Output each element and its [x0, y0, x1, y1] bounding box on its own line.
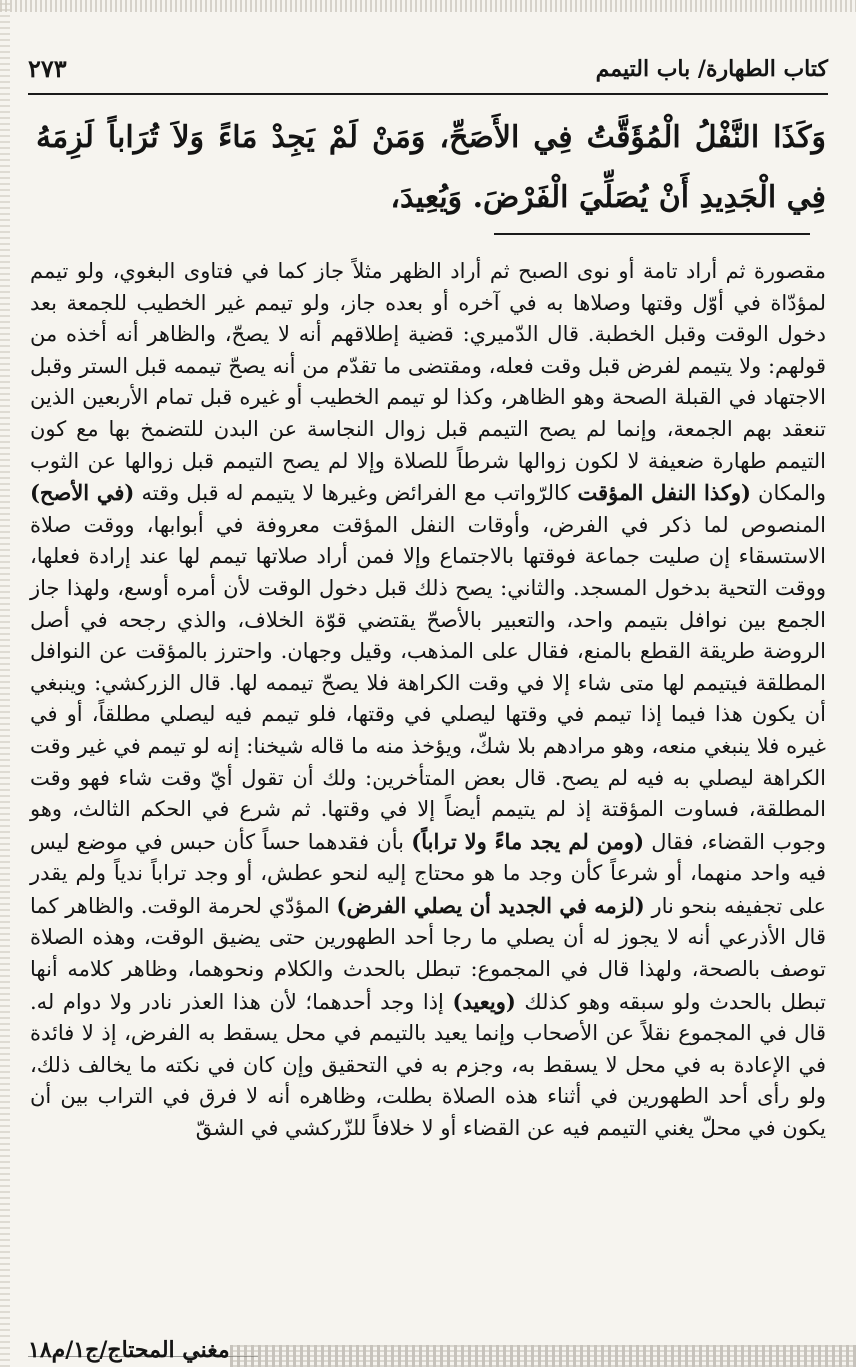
- page-number: ٢٧٣: [28, 54, 67, 83]
- commentary-segment: مقصورة ثم أراد تامة أو نوى الصبح ثم أراد الظهر مثلاً جاز كما في فتاوى البغوي، ولو تيمم لمؤدّاة في أوّل وقتها وصلاها به في آخره أو بعده جاز، ولو تيمم غير الخطيب للجمعة بعد دخول الوقت وقبل الخطبة. قال الدّميري: قضية إطلاقهم أنه لا يصحّ، والظاهر أنه أخذه من قولهم: ولا يتيمم لفرض قبل وقت فعله، ومقتضى ما تقدّم من أنه يصحّ تيممه قبل الستر وقبل الاجتهاد في القبلة الصحة وهو الظاهر، وكذا لو تيمم الخطيب أو غيره قبل تمام الأربعين الذين تنعقد بهم الجمعة، وإنما لم يصح التيمم قبل زوال النجاسة عن البدن للتضمخ بها مع كون التيمم طهارة ضعيفة لا لكون زوالها شرطاً للصلاة وإلا لم يصح التيمم قبل زوالها عن الثوب والمكان: [30, 259, 826, 506]
- quoted-matn: (ويعيد): [452, 988, 516, 1014]
- running-header: [28, 50, 828, 90]
- header-rule: [28, 93, 828, 95]
- matn-text: وَكَذَا النَّفْلُ الْمُؤَقَّتُ فِي الأَصَحِّ، وَمَنْ لَمْ يَجِدْ مَاءً وَلاَ تُرَاباً لَزِمَهُ فِي الْجَدِيدِ أَنْ يُصَلِّيَ الْفَرْضَ. وَيُعِيدَ،: [36, 120, 826, 215]
- commentary-segment: كالرّواتب مع الفرائض وغيرها لا يتيمم له قبل وقته: [141, 481, 571, 506]
- quoted-matn: (لزمه في الجديد أن يصلي الفرض): [336, 892, 645, 918]
- quoted-matn: (في الأصح): [30, 480, 135, 506]
- scan-left-border: [0, 0, 10, 1367]
- commentary-segment: بأن فقدهما حساً كأن حبس في موضع ليس فيه واحد منهما، أو شرعاً كأن وجد ما هو محتاج إليه لنحو عطش، أو وجد تراباً ندياً ولم يقدر على تجفيفه بنحو نار: [30, 829, 827, 918]
- commentary-segment: المنصوص لما ذكر في الفرض، وأوقات النفل المؤقت معروفة في أبوابها، ووقت صلاة الاستسقاء إن صليت جماعة فوقتها بالاجتماع وإلا فمن أراد صلاتها تيمم لها عند إرادة فعلها، ووقت التحية بدخول المسجد. والثاني: يصح ذلك قبل دخول الوقت لأن أمره أوسع، ولهذا جاز الجمع بين نوافل بتيمم واحد، والتعبير بالأصحّ يقتضي قوّة الخلاف، والذي رجحه في أصل الروضة طريقة القطع بالمنع، فقال على المذهب، وقيل وجهان. واحترز بالمؤقت عن النوافل المطلقة فيتيمم لها متى شاء إلا في وقت الكراهة فلا يصحّ تيممه لها. قال الزركشي: وينبغي أن يكون هذا فيما إذا تيمم في وقتها ليصلي في وقتها، فلو تيمم فيه ليصلي مطلقاً، أو في غيره فلا ينبغي منعه، وهو مرادهم بلا شكّ، ويؤخذ منه ما قاله شيخنا: إنه لو تيمم في غير وقت الكراهة ليصلي به فيه لم يصح. قال بعض المتأخرين: ولك أن تقول أيّ وقت شاء فهو وقت المطلقة، فساوت المؤقتة إذ لم يتيمم أيضاً إلا في وقتها. ثم شرع في الحكم الثالث، وهو وجوب القضاء، فقال: [30, 512, 827, 854]
- quoted-matn: (ومن لم يجد ماءً ولا تراباً): [411, 828, 645, 854]
- scan-bottom-border: [230, 1345, 856, 1367]
- signature-footer: مغني المحتاج/ج١/م١٨: [28, 1337, 230, 1363]
- quoted-matn: (وكذا النفل المؤقت: [577, 480, 751, 506]
- commentary-text: [30, 256, 826, 1145]
- chapter-title: كتاب الطهارة/ باب التيمم: [595, 56, 828, 82]
- commentary-segment: المؤدّي لحرمة الوقت. والظاهر كما قال الأذرعي أنه لا يجوز له أن يصلي ما رجا أحد الطهورين حتى يضيق الوقت، وهذه الصلاة توصف بالصحة، ولهذا قال في المجموع: تبطل بالحدث والكلام ونحوهما، وظاهر كلامه أنها تبطل بالحدث ولو سبقه وهو كذلك: [30, 893, 827, 1014]
- scan-top-border: [0, 0, 856, 12]
- matn-separator: [494, 233, 810, 235]
- commentary-segment: إذا وجد أحدهما؛ لأن هذا العذر نادر ولا دوام له. قال في المجموع نقلاً عن الأصحاب وإنما يعيد بالتيمم في محل يسقط به الفرض، إذ لا فائدة في الإعادة به في محل لا يسقط به، وجزم به في التحقيق وإن كان في نكته ما يخالف ذلك، ولو رأى أحد الطهورين في أثناء هذه الصلاة بطلت، وظاهره أنه لا فرق في التراب بين أن يكون في محلّ يغني التيمم فيه عن القضاء أو لا خلافاً للزّركشي في الشقّ: [30, 989, 826, 1141]
